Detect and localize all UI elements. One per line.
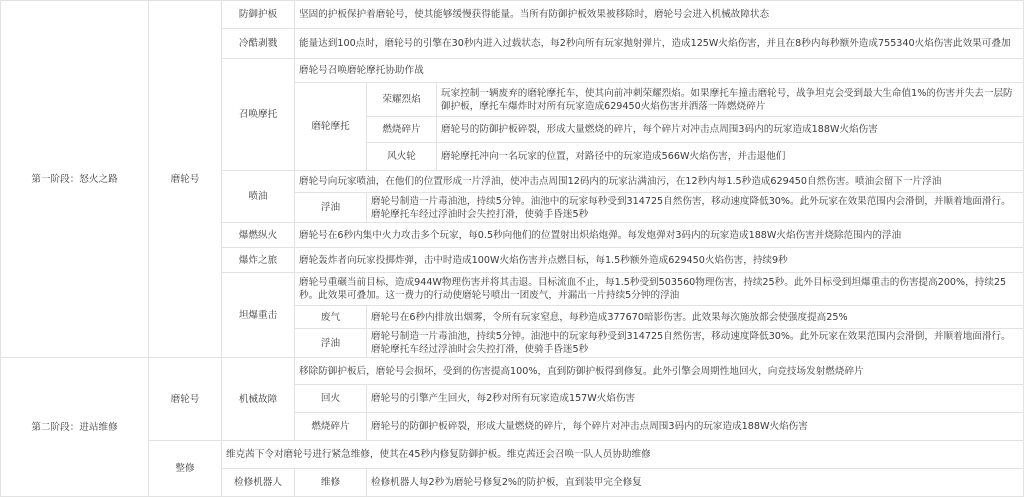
ability-desc: 磨轮号向玩家喷油，在他们的位置形成一片浮油，使冲击点周围12码内的玩家沾满油污，在12秒内每1.5秒造成629450自然伤害。喷油会留下一片浮油 bbox=[295, 171, 1024, 193]
sub-ability-name: 维修 bbox=[295, 469, 367, 497]
ability-name: 爆燃纵火 bbox=[222, 223, 295, 248]
ability-name: 冷酷剥戮 bbox=[222, 29, 295, 59]
sub-ability-name: 燃烧碎片 bbox=[367, 117, 437, 143]
ability-name: 整修 bbox=[149, 441, 222, 497]
ability-desc: 磨轮号重碾当前目标，造成944W物理伤害并将其击退。目标流血不止，每1.5秒受到503560物理伤害，持续25秒。此外目标受到坦爆重击的伤害提高200%，持续25秒。此效果可叠加。这一费力的行动使磨轮号喷出一团废气，并漏出一片持续5分钟的浮油 bbox=[295, 273, 1024, 306]
sub-ability-name: 废气 bbox=[295, 306, 367, 329]
ability-desc: 磨轮号在6秒内集中火力攻击多个玩家，每0.5秒向他们的位置射出炽焰炮弹。每发炮弹对3码内的玩家造成188W火焰伤害并烧除范围内的浮油 bbox=[295, 223, 1024, 248]
sub-ability-desc: 磨轮号的引擎产生回火，每2秒对所有玩家造成157W火焰伤害 bbox=[367, 385, 1024, 413]
sub-unit-name: 磨轮摩托 bbox=[295, 83, 367, 171]
ability-name: 防御护板 bbox=[222, 1, 295, 29]
stage-1-name: 第一阶段：怒火之路 bbox=[1, 1, 149, 358]
sub-ability-desc: 磨轮号制造一片毒油池，持续5分钟。油池中的玩家每秒受到314725自然伤害，移动速度降低30%。此外玩家在效果范围内会滑倒，并顺着地面滑行。磨轮摩托车经过浮油时会失控打滑，使骑手昏迷5秒 bbox=[367, 193, 1024, 223]
ability-name: 机械故障 bbox=[222, 358, 295, 441]
sub-ability-desc: 磨轮摩托冲向一名玩家的位置，对路径中的玩家造成566W火焰伤害，并击退他们 bbox=[437, 143, 1024, 171]
sub-ability-name: 回火 bbox=[295, 385, 367, 413]
ability-name: 爆炸之旅 bbox=[222, 248, 295, 273]
ability-name: 喷油 bbox=[222, 171, 295, 223]
sub-ability-desc: 磨轮号制造一片毒油池，持续5分钟。油池中的玩家每秒受到314725自然伤害，移动速度降低30%。此外玩家在效果范围内会滑倒，并顺着地面滑行。磨轮摩托车经过浮油时会失控打滑，使骑手昏迷5秒 bbox=[367, 329, 1024, 358]
sub-ability-desc: 玩家控制一辆废弃的磨轮摩托车，使其向前冲刺荣耀烈焰。如果摩托车撞击磨轮号，战争坦克会受到最大生命值1%的伤害并失去一层防御护板，摩托车爆炸时对所有玩家造成629450火焰伤害并洒落一阵燃烧碎片 bbox=[437, 83, 1024, 117]
sub-ability-name: 浮油 bbox=[295, 329, 367, 358]
ability-desc: 能量达到100点时，磨轮号的引擎在30秒内进入过载状态，每2秒向所有玩家抛射弹片，造成125W火焰伤害，并且在8秒内每秒额外造成755340火焰伤害此效果可叠加 bbox=[295, 29, 1024, 59]
ability-desc: 磨轮号召唤磨轮摩托协助作战 bbox=[295, 59, 1024, 83]
stage-2-boss: 磨轮号 bbox=[149, 358, 222, 441]
stage-1-boss: 磨轮号 bbox=[149, 1, 222, 358]
ability-name: 召唤摩托 bbox=[222, 59, 295, 171]
sub-ability-desc: 磨轮号在6秒内排放出烟雾，令所有玩家窒息，每秒造成377670暗影伤害。此效果每次施放都会使强度提高25% bbox=[367, 306, 1024, 329]
ability-desc: 坚固的护板保护着磨轮号，使其能够缓慢获得能量。当所有防御护板效果被移除时，磨轮号会进入机械故障状态 bbox=[295, 1, 1024, 29]
sub-ability-desc: 磨轮号的防御护板碎裂，形成大量燃烧的碎片，每个碎片对冲击点周围3码内的玩家造成188W火焰伤害 bbox=[437, 117, 1024, 143]
ability-name: 坦爆重击 bbox=[222, 273, 295, 358]
sub-ability-name: 浮油 bbox=[295, 193, 367, 223]
sub-ability-name: 荣耀烈焰 bbox=[367, 83, 437, 117]
sub-ability-name: 燃烧碎片 bbox=[295, 413, 367, 441]
sub-ability-desc: 检修机器人每2秒为磨轮号修复2%的防护板，直到装甲完全修复 bbox=[367, 469, 1024, 497]
stage-2-name: 第二阶段：进站维修 bbox=[1, 358, 149, 497]
sub-ability-desc: 磨轮号的防御护板碎裂，形成大量燃烧的碎片，每个碎片对冲击点周围3码内的玩家造成188W火焰伤害 bbox=[367, 413, 1024, 441]
ability-desc: 移除防御护板后，磨轮号会损坏，受到的伤害提高100%，直到防御护板得到修复。此外引擎会周期性地回火，向竞技场发射燃烧碎片 bbox=[295, 358, 1024, 385]
unit-name: 检修机器人 bbox=[222, 469, 295, 497]
ability-desc: 维克茜下令对磨轮号进行紧急维修，使其在45秒内修复防御护板。维克茜还会召唤一队人员协助维修 bbox=[222, 441, 1024, 469]
sub-ability-name: 风火轮 bbox=[367, 143, 437, 171]
ability-desc: 磨轮轰炸者向玩家投掷炸弹，击中时造成100W火焰伤害并点燃目标，每1.5秒额外造成629450火焰伤害，持续9秒 bbox=[295, 248, 1024, 273]
